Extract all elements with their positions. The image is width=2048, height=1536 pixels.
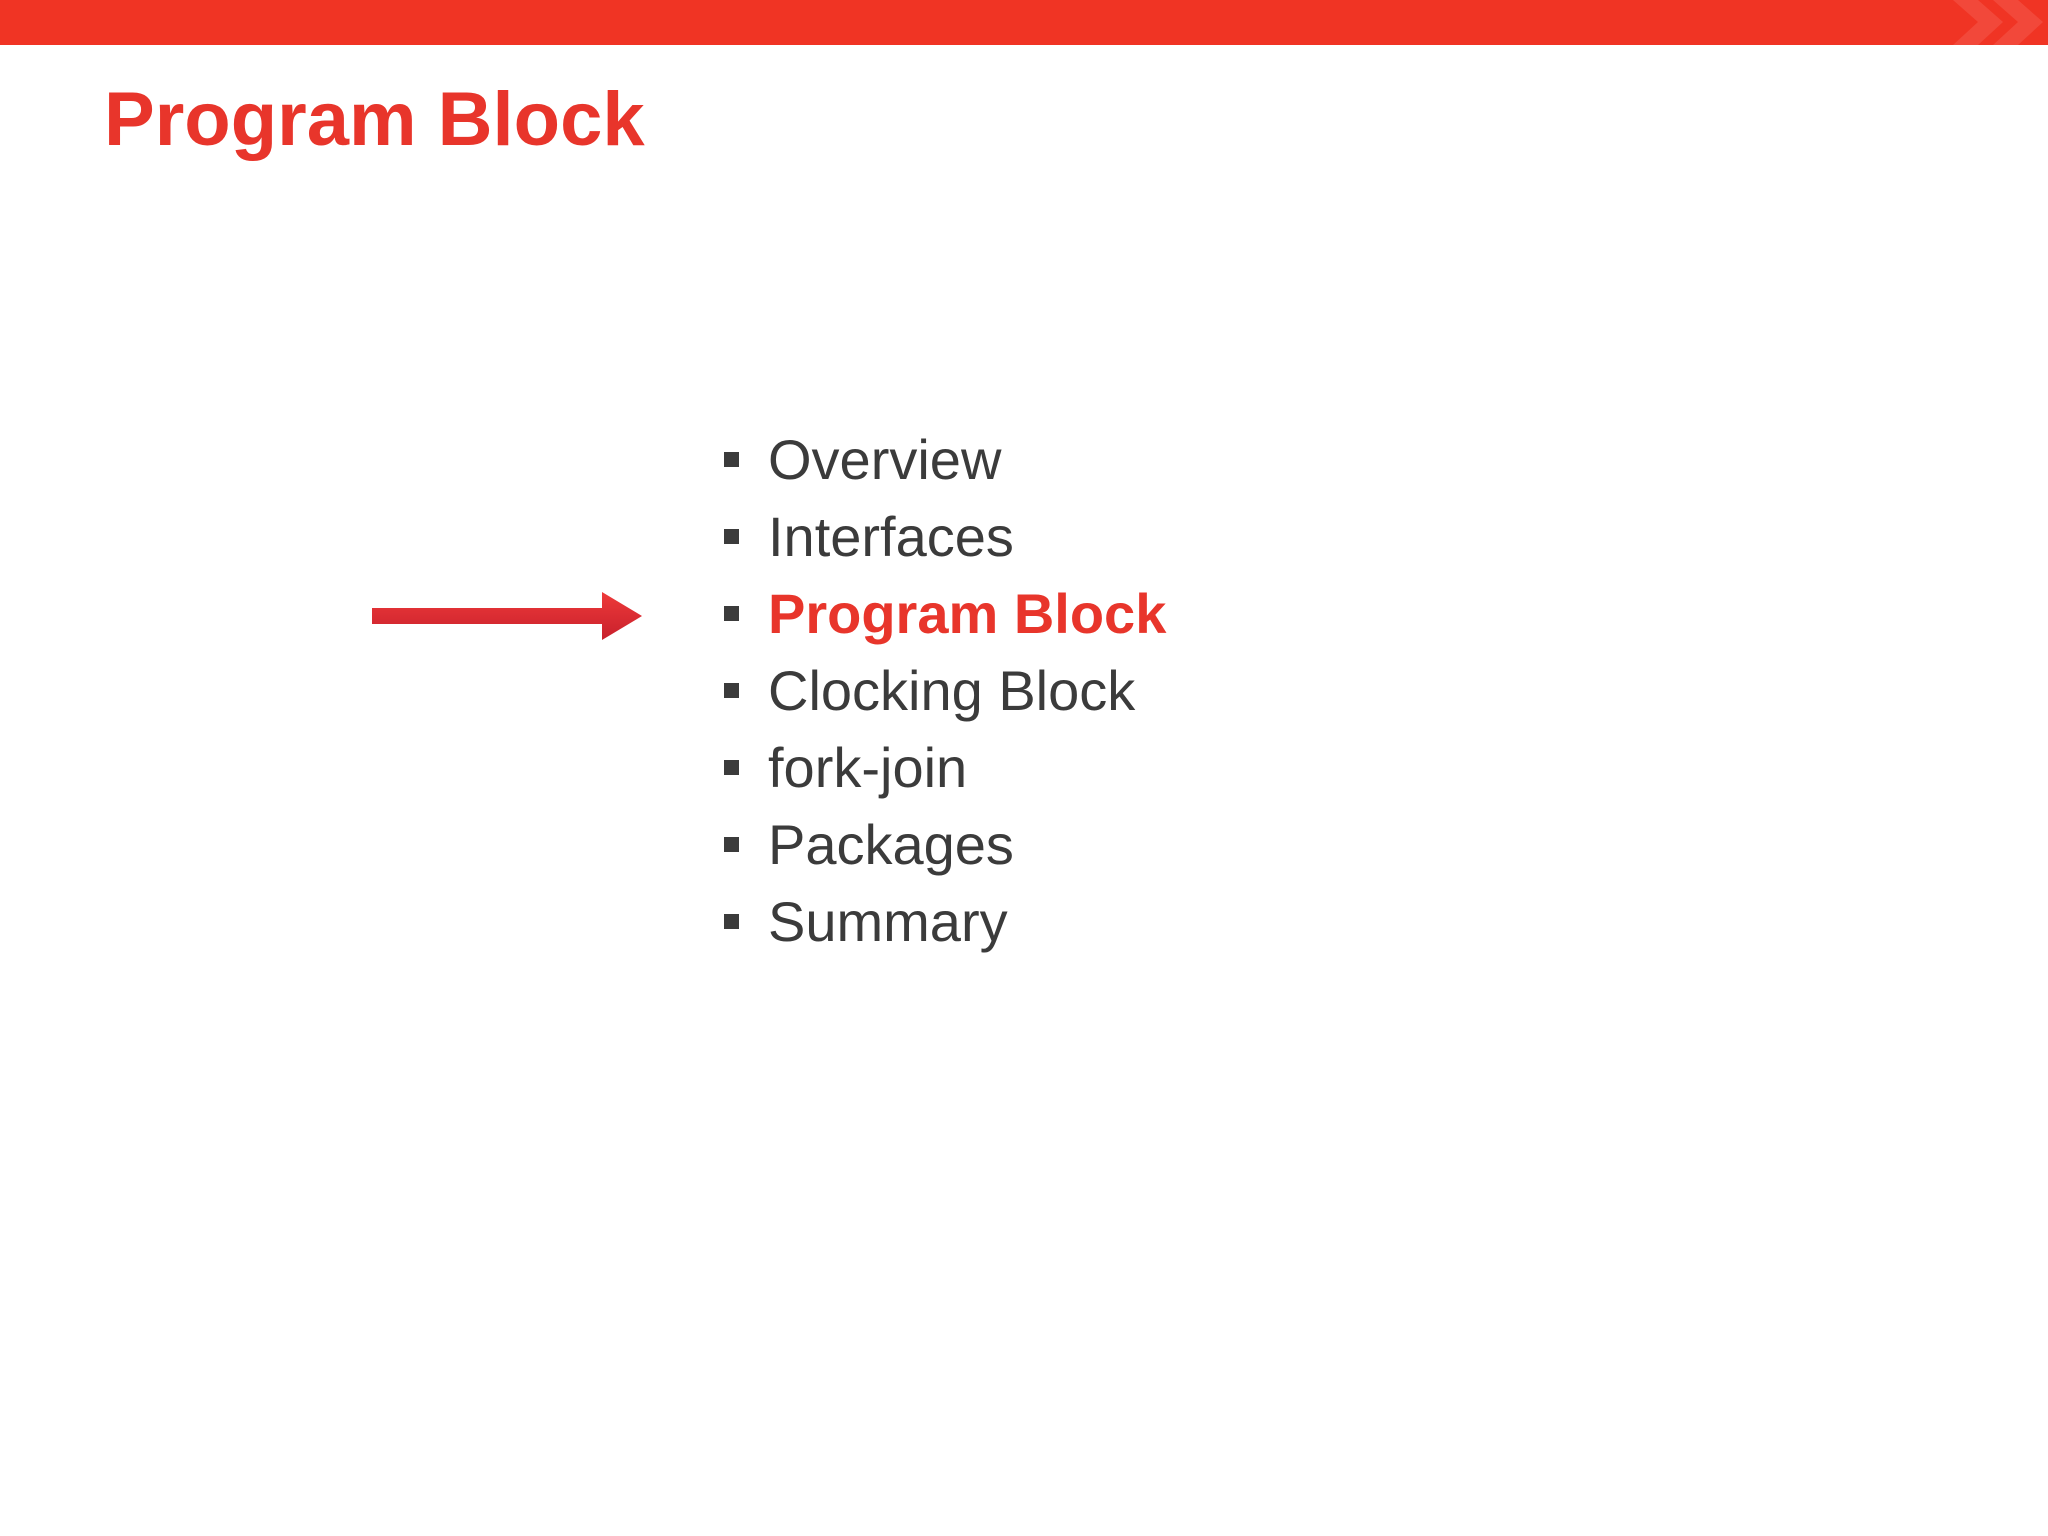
square-bullet-icon	[724, 529, 739, 544]
agenda-item-label: fork-join	[768, 736, 968, 799]
agenda-item-clocking-block	[720, 652, 1166, 729]
agenda-item-label: Clocking Block	[768, 659, 1136, 722]
agenda-item-label: Summary	[768, 890, 1008, 953]
square-bullet-icon	[724, 837, 739, 852]
agenda-item-packages	[720, 806, 1166, 883]
agenda-item-program-block	[720, 575, 1166, 652]
chevron-logo-icon	[1908, 0, 2048, 45]
square-bullet-icon	[724, 683, 739, 698]
agenda-item-label: Interfaces	[768, 505, 1014, 568]
header-bar	[0, 0, 2048, 45]
agenda-item-label: Overview	[768, 428, 1002, 491]
square-bullet-icon	[724, 914, 739, 929]
agenda-item-interfaces	[720, 498, 1166, 575]
agenda-list	[720, 421, 1166, 960]
square-bullet-icon	[724, 606, 739, 621]
agenda-item-label: Packages	[768, 813, 1014, 876]
slide-title: Program Block	[104, 77, 645, 162]
agenda-item-overview	[720, 421, 1166, 498]
agenda-item-label: Program Block	[768, 582, 1167, 645]
right-arrow-icon	[370, 590, 645, 642]
square-bullet-icon	[724, 452, 739, 467]
agenda-item-fork-join	[720, 729, 1166, 806]
agenda-item-summary	[720, 883, 1166, 960]
square-bullet-icon	[724, 760, 739, 775]
